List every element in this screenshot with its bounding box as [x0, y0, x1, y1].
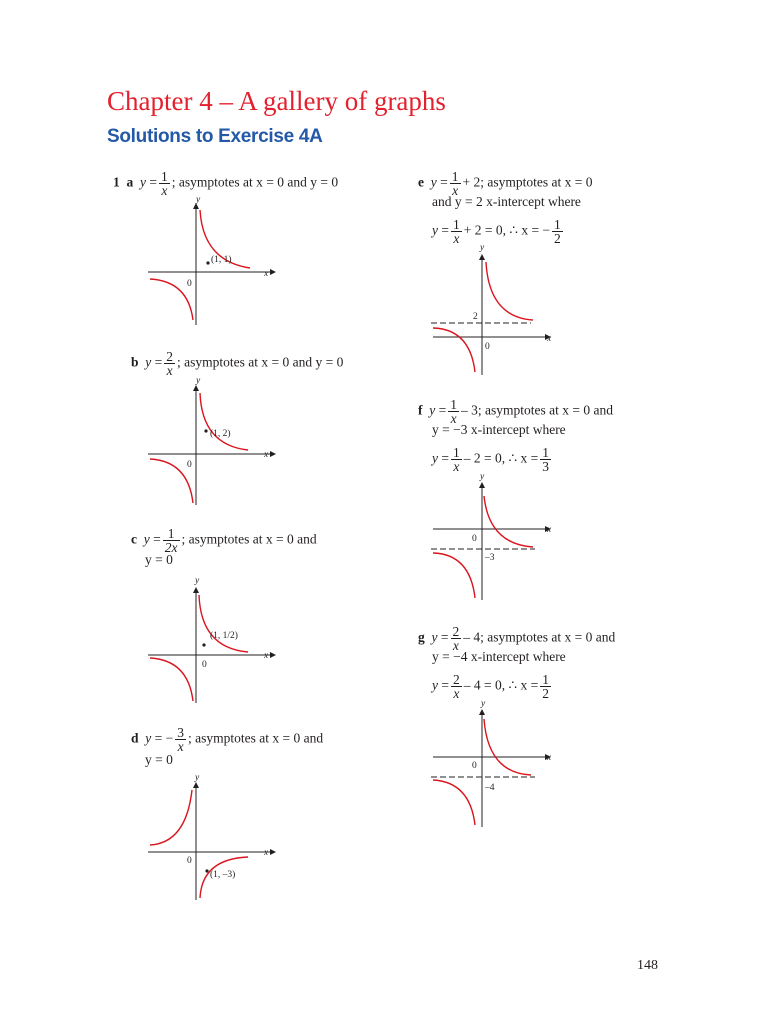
- curve-branch-upper: [484, 719, 531, 775]
- y-axis-label: y: [481, 699, 486, 709]
- part-c-equation: c y = $\frac{1}{2x}$ ; asymptotes at x = 0 and: [131, 526, 317, 555]
- point-marker: [202, 643, 205, 646]
- origin-label: 0: [187, 856, 192, 866]
- part-g-text-line3: y = $\frac{2}{x}$ – 4 = 0, ∴ x = $\frac{1}{2}$: [432, 672, 549, 701]
- page-number: 148: [637, 958, 658, 973]
- y-axis-arrow: [479, 482, 485, 488]
- part-g-label: g: [418, 629, 425, 645]
- y-axis-label: y: [480, 243, 485, 253]
- graph-a: [140, 195, 280, 330]
- x-axis-label: x: [264, 450, 269, 460]
- point-marker: [206, 261, 209, 264]
- part-d-label: d: [131, 730, 139, 746]
- curve-branch-upper: [150, 790, 192, 845]
- part-d-text: ; asymptotes at x = 0 and: [188, 730, 324, 746]
- point-label: (1, 1): [211, 255, 232, 265]
- point-label: (1, –3): [210, 870, 236, 880]
- x-axis-arrow: [270, 451, 276, 457]
- origin-label: 0: [187, 279, 192, 289]
- x-axis-label: x: [547, 334, 552, 344]
- part-g-text: – 4; asymptotes at x = 0 and: [463, 629, 616, 645]
- part-e-text-line2: and y = 2 x-intercept where: [432, 194, 581, 209]
- point-label: (1, 1/2): [210, 631, 238, 641]
- graph-g: [425, 697, 565, 835]
- curve-branch-lower: [433, 780, 475, 825]
- x-axis-label: x: [264, 269, 269, 279]
- part-e-text-line3: y = $\frac{1}{x}$ + 2 = 0, ∴ x = − $\frac{1}{2}$: [432, 217, 561, 246]
- part-g-text-line2: y = −4 x-intercept where: [432, 649, 566, 664]
- origin-label: 0: [187, 460, 192, 470]
- asymptote-value-label: –4: [485, 783, 495, 793]
- part-b-equation: b y = $\frac{2}{x}$ ; asymptotes at x = 0 and y = 0: [131, 349, 344, 378]
- part-b-text: ; asymptotes at x = 0 and y = 0: [177, 354, 344, 370]
- part-f-text: – 3; asymptotes at x = 0 and: [461, 402, 613, 418]
- point-marker: [204, 429, 207, 432]
- y-axis-arrow: [193, 587, 199, 593]
- origin-label: 0: [202, 660, 207, 670]
- part-e-text: + 2; asymptotes at x = 0: [462, 174, 593, 190]
- curve-branch-lower: [433, 553, 475, 598]
- part-c-text-line2: y = 0: [145, 552, 173, 567]
- y-axis-label: y: [195, 576, 200, 586]
- part-e-equation: e y = $\frac{1}{x}$ + 2; asymptotes at x = 0: [418, 169, 593, 198]
- x-axis-label: x: [264, 651, 269, 661]
- origin-label: 0: [472, 534, 477, 544]
- part-d-equation: d y = − $\frac{3}{x}$ ; asymptotes at x = 0 and: [131, 725, 324, 754]
- y-axis-arrow: [479, 709, 485, 715]
- part-c-label: c: [131, 531, 137, 547]
- curve-branch-upper: [486, 262, 533, 320]
- curve-branch-upper: [200, 393, 248, 450]
- point-marker: [205, 869, 208, 872]
- part-e-label: e: [418, 174, 424, 190]
- part-f-text-line2: y = −3 x-intercept where: [432, 422, 566, 437]
- part-a-text: ; asymptotes at x = 0 and y = 0: [171, 174, 339, 190]
- chapter-title: Chapter 4 – A gallery of graphs: [107, 86, 446, 116]
- curve-branch-upper: [199, 595, 248, 652]
- part-b-label: b: [131, 354, 139, 370]
- point-label: (1, 2): [210, 429, 231, 439]
- y-axis-label: y: [480, 472, 485, 482]
- asymptote-value-label: –3: [485, 553, 495, 563]
- y-axis-label: y: [195, 773, 200, 783]
- part-a-label: a: [126, 174, 134, 190]
- y-axis-label: y: [196, 195, 201, 205]
- asymptote-value-label: 2: [473, 312, 478, 322]
- part-f-text-line3: y = $\frac{1}{x}$ – 2 = 0, ∴ x = $\frac{1}{3}$: [432, 445, 549, 474]
- curve-branch-upper: [484, 496, 533, 547]
- graph-f: [425, 470, 565, 608]
- part-c-text: ; asymptotes at x = 0 and: [181, 531, 317, 547]
- part-f-equation: f y = $\frac{1}{x}$ – 3; asymptotes at x = 0 and: [418, 397, 613, 426]
- curve-branch-lower: [433, 328, 475, 372]
- x-axis-arrow: [270, 269, 276, 275]
- graph-e: [425, 242, 565, 380]
- y-axis-label: y: [196, 376, 201, 386]
- graph-c: [140, 573, 280, 708]
- part-d-text-line2: y = 0: [145, 752, 173, 767]
- origin-label: 0: [472, 761, 477, 771]
- part-f-label: f: [418, 402, 423, 418]
- curve-branch-lower: [150, 658, 193, 701]
- part-g-equation: g y = $\frac{2}{x}$ – 4; asymptotes at x = 0 and: [418, 624, 616, 653]
- graph-b: [140, 375, 280, 510]
- question-number: 1: [113, 174, 120, 190]
- origin-label: 0: [485, 342, 490, 352]
- x-axis-label: x: [264, 848, 269, 858]
- x-axis-label: x: [547, 753, 552, 763]
- x-axis-arrow: [270, 849, 276, 855]
- graph-d: [140, 770, 280, 905]
- part-a-equation: 1 a y = $\frac{1}{x}$ ; asymptotes at x = 0 and y = 0: [113, 169, 339, 198]
- x-axis-arrow: [270, 652, 276, 658]
- x-axis-label: x: [547, 525, 552, 535]
- section-subtitle: Solutions to Exercise 4A: [107, 126, 323, 147]
- y-axis-arrow: [479, 254, 485, 260]
